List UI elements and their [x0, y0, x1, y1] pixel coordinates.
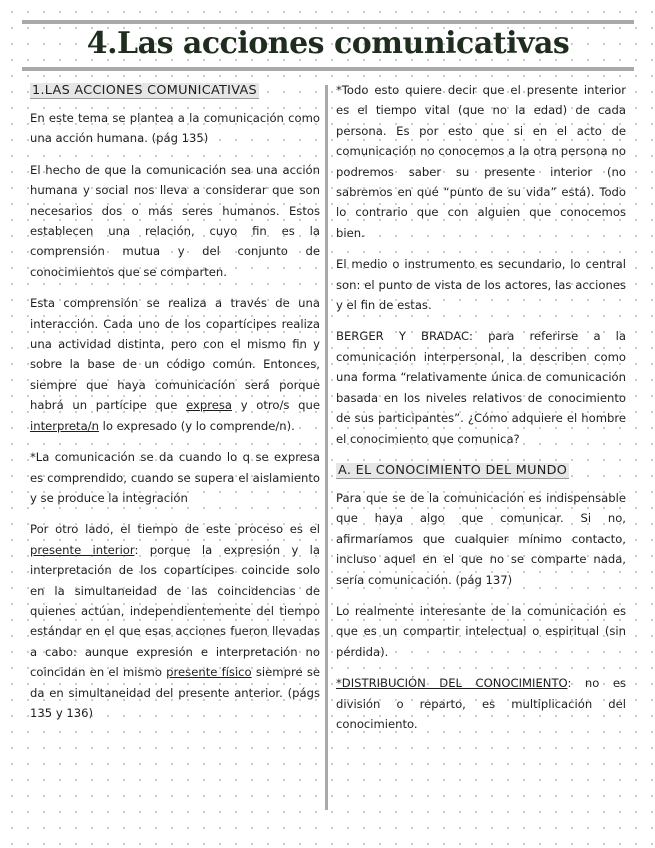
paragraph-inner-present: *Todo esto quiere decir que el presente interior es el tiempo vital (que no la edad) de cada persona. Es por esto que si en el acto de comunicación no conocemos a la otra persona no podremos saber su presente interior (no sabremos en qué “punto de su vida” está). Todo lo contrario que con alguien que conocemos bien.: [336, 83, 626, 240]
paragraph-note-comprehension: *La comunicación se da cuando lo q se expresa es comprendido, cuando se supera el aislamiento y se produce la integración: [30, 450, 320, 505]
paragraph-intro: En este tema se plantea a la comunicación como una acción humana. (pág 135): [30, 111, 320, 146]
underlined-term: presente físico: [166, 665, 252, 680]
section-heading: [30, 80, 320, 102]
column-divider: [325, 85, 328, 810]
paragraph-time: Por otro lado, el tiempo de este proceso es el presente interior: porque la expresión y la interpretación de los copartícipes coincide solo en la simultaneidad de las coincidencias de quienes actúan, independientemente del tiempo estándar en el que esas acciones fueron llevadas a cabo: aunque expresión e interpretación no coincidan en el mismo presente físico siempre se da en simultaneidad del presente anterior. (págs 135 y 136): [30, 522, 320, 720]
paragraph-human-action: El hecho de que la comunicación sea una acción humana y social nos lleva a considerar que son necesarios dos o más seres humanos. Estos establecen una relación, cuyo fin es la comprensión mutua y del conjunto de conocimientos que se comparten.: [30, 162, 320, 279]
page-title: 4.Las acciones comunicativas: [86, 26, 570, 61]
underlined-term: interpreta/n: [30, 418, 99, 433]
paragraph-distribution: *DISTRIBUCIÓN DEL CONOCIMIENTO: no es división o reparto, es multiplicación del conocimiento.: [336, 676, 626, 731]
underlined-term: *DISTRIBUCIÓN DEL CONOCIMIENTO: [336, 676, 568, 691]
underlined-term: expresa: [186, 398, 233, 413]
left-column: [30, 80, 320, 734]
subsection-heading: [336, 460, 626, 482]
section-heading-text: 1.LAS ACCIONES COMUNICATIVAS: [32, 83, 257, 98]
subsection-heading-text: A. EL CONOCIMIENTO DEL MUNDO: [338, 462, 568, 478]
paragraph-medium: El medio o instrumento es secundario, lo central son: el punto de vista de los actores, las acciones y el fin de estas.: [336, 257, 626, 313]
paragraph-berger-bradac: BERGER Y BRADAC: para referirse a la comunicación interpersonal, la describen como una forma “relativamente única de comunicación basada en los niveles relativos de conocimiento de sus participantes”. ¿Cómo adquiere el hombre el conocimiento que comunica?: [336, 329, 626, 446]
paragraph-something-to-communicate: Para que se de la comunicación es indispensable que haya algo que comunicar. Si no, afirmaríamos que cualquier mínimo contacto, incluso aquel en el que no se comparte nada, sería comunicación. (pág 137): [336, 490, 626, 587]
paragraph-sharing: Lo realmente interesante de la comunicación es que es un compartir intelectual o espiritual (sin pérdida).: [336, 603, 626, 659]
underlined-term: presente interior: [30, 542, 135, 557]
title-rule: [22, 67, 634, 71]
right-column: [336, 80, 626, 745]
paragraph-interaction: Esta comprensión se realiza a través de una interacción. Cada uno de los copartícipes realiza una actividad distinta, pero con el mismo fin y sobre la base de un código común. Entonces, siempre que haya comunicación será porque habrá un partícipe que expresa y otro/s que interpreta/n lo expresado (y lo comprende/n).: [30, 296, 320, 433]
